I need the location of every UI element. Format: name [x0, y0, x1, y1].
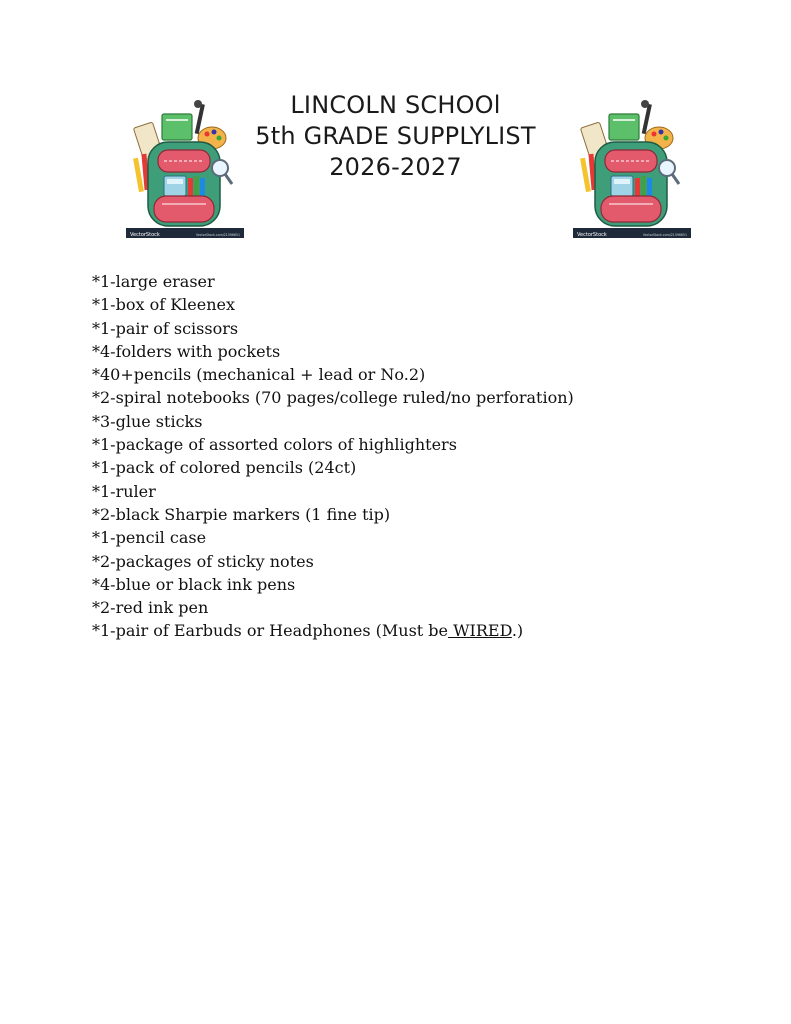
earbuds-suffix: .) [511, 621, 524, 641]
supply-item: *2-spiral notebooks (70 pages/college ruled/no perforation) [92, 388, 574, 408]
supply-list [92, 270, 574, 643]
watermark-brand: VectorStock [577, 232, 607, 238]
supply-item: *1-ruler [92, 481, 156, 501]
watermark-id: VectorStock.com/21596651 [642, 233, 687, 237]
earbuds-text: *1-pair of Earbuds or Headphones (Must be [92, 621, 448, 641]
supply-item: *1-pack of colored pencils (24ct) [92, 458, 357, 478]
watermark-brand: VectorStock [130, 232, 160, 238]
supply-item: *1-pair of scissors [92, 318, 239, 338]
supply-item: *1-large eraser [92, 272, 215, 291]
supply-item: *40+pencils (mechanical + lead or No.2) [92, 365, 426, 385]
supply-item: *2-packages of sticky notes [92, 551, 314, 571]
watermark-id: VectorStock.com/21596651 [195, 233, 240, 237]
wired-emphasis: WIRED [448, 621, 512, 641]
supply-item: *1-pencil case [92, 528, 207, 548]
supply-item: *4-blue or black ink pens [92, 574, 296, 594]
backpack-with-school-supplies-icon [573, 98, 691, 238]
supply-item: *2-black Sharpie markers (1 fine tip) [92, 504, 391, 524]
list-title: 5th GRADE SUPPLYLIST [255, 122, 536, 150]
supply-item: *2-red ink pen [92, 598, 209, 618]
supply-item: *1-package of assorted colors of highlighters [92, 435, 457, 455]
supply-item: *1-box of Kleenex [92, 295, 236, 315]
supply-item: *3-glue sticks [92, 411, 203, 431]
supply-item-earbuds [92, 619, 574, 642]
supply-item: *4-folders with pockets [92, 341, 281, 361]
school-name: LINCOLN SCHOOl [290, 91, 501, 119]
backpack-with-school-supplies-icon [126, 98, 244, 238]
school-year: 2026-2027 [329, 153, 462, 181]
